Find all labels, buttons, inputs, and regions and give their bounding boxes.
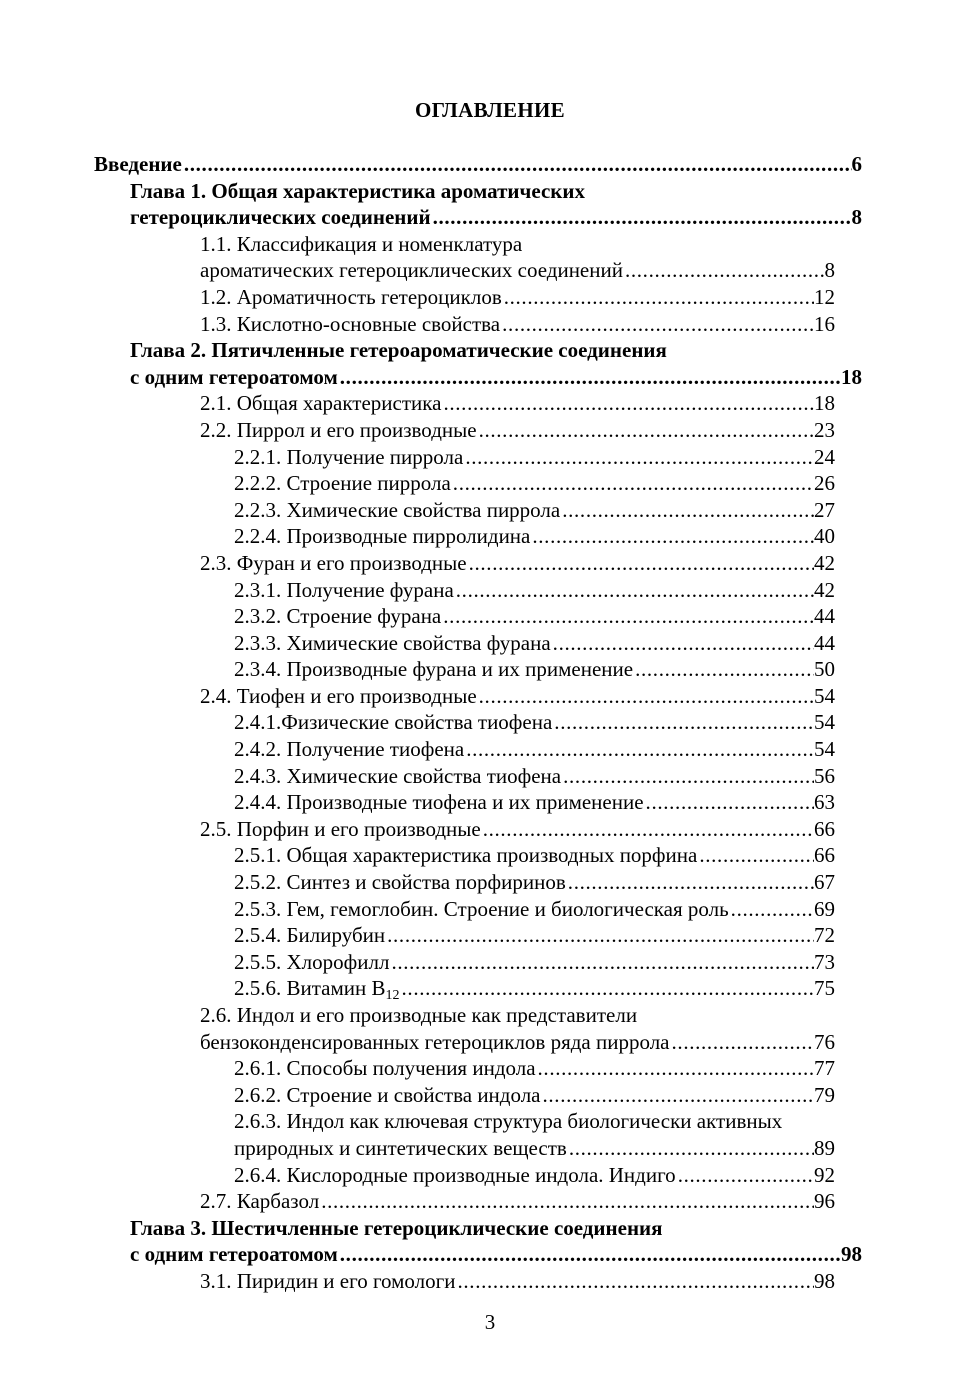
toc-entry-title: 2.3.2. Строение фурана <box>234 604 442 629</box>
toc-entry-page: 8 <box>824 258 835 283</box>
toc-entry-title: 2.5.5. Хлорофилл <box>234 949 390 974</box>
leader-dots <box>338 1241 841 1268</box>
leader-dots <box>623 257 825 284</box>
toc-entry-title: 2.1. Общая характеристика <box>200 391 442 416</box>
toc-entry-page: 54 <box>814 683 835 708</box>
toc-entry <box>0 257 980 284</box>
toc-entry-page: 92 <box>814 1162 835 1187</box>
toc-entry-page: 50 <box>814 657 835 682</box>
leader-dots <box>389 949 814 976</box>
leader-dots <box>644 789 814 816</box>
leader-dots <box>477 417 814 444</box>
leader-dots <box>182 151 852 178</box>
toc-entry-title: 2.5.1. Общая характеристика производных порфина <box>234 843 698 868</box>
toc-entry <box>0 1188 980 1215</box>
toc-entry <box>0 337 980 364</box>
toc-entry <box>0 949 980 976</box>
toc-entry-title: 1.3. Кислотно-основные свойства <box>200 311 501 336</box>
leader-dots <box>467 550 814 577</box>
toc-entry-title: 2.5.4. Билирубин <box>234 923 386 948</box>
toc-entry <box>0 1162 980 1189</box>
toc-entry-page: 73 <box>814 949 835 974</box>
toc-entry <box>0 577 980 604</box>
subscript: 12 <box>385 988 400 1004</box>
toc-entry-title: 2.2.4. Производные пирролидина <box>234 524 531 549</box>
toc-entry-page: 8 <box>851 205 862 230</box>
toc-entry-page: 18 <box>841 364 862 389</box>
leader-dots <box>552 709 814 736</box>
leader-dots <box>670 1029 814 1056</box>
toc-entry <box>0 789 980 816</box>
toc-entry-title: 2.2.3. Химические свойства пиррола <box>234 497 561 522</box>
leader-dots <box>567 1135 814 1162</box>
toc-entry-title: 2.5.2. Синтез и свойства порфиринов <box>234 870 566 895</box>
toc-entry-title: гетероциклических соединений <box>130 205 431 230</box>
toc-entry-title: с одним гетероатомом <box>130 1242 338 1267</box>
leader-dots <box>463 444 814 471</box>
toc-entry <box>0 417 980 444</box>
toc-entry <box>0 709 980 736</box>
toc-entry-page: 44 <box>814 604 835 629</box>
page-title: ОГЛАВЛЕНИЕ <box>415 98 565 122</box>
toc-entry <box>0 178 980 205</box>
toc-entry-title: 2.4. Тиофен и его производные <box>200 683 477 708</box>
leader-dots <box>441 603 814 630</box>
toc-entry-page: 67 <box>814 870 835 895</box>
leader-dots <box>464 736 814 763</box>
toc-entry <box>0 497 980 524</box>
toc-entry <box>0 523 980 550</box>
toc-entry <box>0 364 980 391</box>
leader-dots <box>385 922 814 949</box>
leader-dots <box>338 364 841 391</box>
toc-entry <box>0 736 980 763</box>
toc-entry-title: 2.7. Карбазол <box>200 1189 320 1214</box>
toc-entry <box>0 975 980 1002</box>
toc-entry-page: 69 <box>814 896 835 921</box>
leader-dots <box>319 1188 814 1215</box>
toc-entry-title: 2.3.4. Производные фурана и их применение <box>234 657 634 682</box>
leader-dots <box>456 1268 815 1295</box>
toc-entry-page: 75 <box>814 976 835 1001</box>
toc-entry-page: 77 <box>814 1056 835 1081</box>
table-of-contents <box>0 151 980 1295</box>
toc-entry <box>0 1108 980 1135</box>
toc-entry-page: 98 <box>841 1242 862 1267</box>
toc-entry-page: 42 <box>814 550 835 575</box>
leader-dots <box>561 763 814 790</box>
toc-entry-page: 6 <box>851 152 862 176</box>
toc-entry-title: 2.6.2. Строение и свойства индола <box>234 1082 541 1107</box>
toc-entry-title: 2.2.1. Получение пиррола <box>234 444 464 469</box>
toc-entry-page: 24 <box>814 444 835 469</box>
toc-entry-title: 2.3. Фуран и его производные <box>200 550 467 575</box>
leader-dots <box>451 470 814 497</box>
toc-entry-page: 98 <box>814 1268 835 1293</box>
toc-entry <box>0 816 980 843</box>
toc-entry-title: 1.2. Ароматичность гетероциклов <box>200 284 502 309</box>
leader-dots <box>551 630 814 657</box>
toc-entry-title: 2.5. Порфин и его производные <box>200 816 481 841</box>
toc-entry-title: 2.2.2. Строение пиррола <box>234 471 451 496</box>
vitamin-label: 2.5.6. Витамин B <box>234 976 386 1001</box>
toc-entry-page: 18 <box>814 391 835 416</box>
toc-entry-title: 2.4.3. Химические свойства тиофена <box>234 763 562 788</box>
toc-entry-title: ароматических гетероциклических соединений <box>200 258 623 283</box>
toc-entry <box>0 444 980 471</box>
toc-entry-page: 23 <box>814 417 835 442</box>
leader-dots <box>530 523 814 550</box>
toc-entry-title: 2.5.3. Гем, гемоглобин. Строение и биологическая роль <box>234 896 729 921</box>
toc-entry-page: 56 <box>814 763 835 788</box>
leader-dots <box>454 577 814 604</box>
toc-entry <box>0 1268 980 1295</box>
toc-entry-page: 79 <box>814 1082 835 1107</box>
toc-entry-title: с одним гетероатомом <box>130 364 338 389</box>
toc-entry <box>0 1215 980 1242</box>
toc-entry <box>0 284 980 311</box>
toc-entry-title: Глава 3. Шестичленные гетероциклические соединения <box>130 1215 663 1240</box>
toc-entry-page: 89 <box>814 1135 835 1160</box>
toc-entry-page: 44 <box>814 630 835 655</box>
toc-entry <box>0 842 980 869</box>
toc-entry-title: Введение <box>94 152 182 176</box>
toc-entry <box>0 231 980 258</box>
toc-entry-page: 76 <box>814 1029 835 1054</box>
toc-entry-page: 16 <box>814 311 835 336</box>
leader-dots <box>441 390 814 417</box>
toc-entry-title: 2.6. Индол и его производные как представители <box>200 1003 638 1027</box>
toc-entry-title: 2.6.3. Индол как ключевая структура биологически активных <box>234 1109 783 1134</box>
toc-entry <box>0 603 980 630</box>
leader-dots <box>502 284 814 311</box>
leader-dots <box>431 204 852 231</box>
toc-entry-title: 2.4.1.Физические свойства тиофена <box>234 710 553 735</box>
toc-entry-title: природных и синтетических веществ <box>234 1135 567 1160</box>
toc-entry-title: 1.1. Классификация и номенклатура <box>200 231 523 256</box>
page-number: 3 <box>484 1310 496 1334</box>
toc-entry <box>0 1082 980 1109</box>
toc-entry <box>0 151 980 178</box>
toc-entry-page: 12 <box>814 284 835 309</box>
toc-entry <box>0 470 980 497</box>
leader-dots <box>676 1162 814 1189</box>
toc-entry <box>0 204 980 231</box>
toc-entry-page: 66 <box>814 816 835 841</box>
leader-dots <box>729 896 814 923</box>
toc-entry-page: 63 <box>814 790 835 815</box>
toc-entry-title: 2.3.1. Получение фурана <box>234 577 454 602</box>
toc-entry <box>0 390 980 417</box>
toc-entry-page: 40 <box>814 524 835 549</box>
toc-entry <box>0 896 980 923</box>
toc-entry-title: 2.6.4. Кислородные производные индола. Индиго <box>234 1162 676 1187</box>
toc-entry-title: 2.3.3. Химические свойства фурана <box>234 630 551 655</box>
leader-dots <box>541 1082 815 1109</box>
leader-dots <box>566 869 814 896</box>
leader-dots <box>477 683 814 710</box>
toc-entry-title: 3.1. Пиридин и его гомологи <box>200 1268 456 1293</box>
toc-entry <box>0 1029 980 1056</box>
toc-entry <box>0 683 980 710</box>
toc-entry-page: 54 <box>814 737 835 762</box>
toc-entry <box>0 922 980 949</box>
toc-entry-title: бензоконденсированных гетероциклов ряда пиррола <box>200 1029 670 1054</box>
toc-entry-page: 42 <box>814 577 835 602</box>
leader-dots <box>560 497 814 524</box>
toc-entry <box>0 630 980 657</box>
toc-entry-page: 66 <box>814 843 835 868</box>
toc-entry-title: 2.2. Пиррол и его производные <box>200 417 477 442</box>
toc-entry <box>0 550 980 577</box>
toc-entry-page: 54 <box>814 710 835 735</box>
leader-dots <box>633 656 814 683</box>
toc-entry-title: Глава 2. Пятичленные гетероароматические соединения <box>130 338 667 363</box>
toc-entry <box>0 1135 980 1162</box>
toc-entry <box>0 1055 980 1082</box>
leader-dots <box>400 975 814 1002</box>
toc-entry-page: 96 <box>814 1189 835 1214</box>
toc-entry-title: 2.4.2. Получение тиофена <box>234 737 465 762</box>
toc-entry <box>0 1002 980 1029</box>
toc-entry <box>0 1241 980 1268</box>
toc-entry <box>0 869 980 896</box>
toc-entry-page: 26 <box>814 471 835 496</box>
leader-dots <box>536 1055 814 1082</box>
leader-dots <box>697 842 814 869</box>
toc-entry-title: 2.6.1. Способы получения индола <box>234 1056 536 1081</box>
toc-entry <box>0 763 980 790</box>
toc-entry <box>0 311 980 338</box>
toc-entry-title: Глава 1. Общая характеристика ароматических <box>130 178 585 203</box>
leader-dots <box>500 311 814 338</box>
toc-entry-page: 72 <box>814 923 835 948</box>
toc-entry-page: 27 <box>814 497 835 522</box>
toc-entry-title: 2.4.4. Производные тиофена и их применение <box>234 790 644 815</box>
toc-entry <box>0 656 980 683</box>
leader-dots <box>481 816 814 843</box>
